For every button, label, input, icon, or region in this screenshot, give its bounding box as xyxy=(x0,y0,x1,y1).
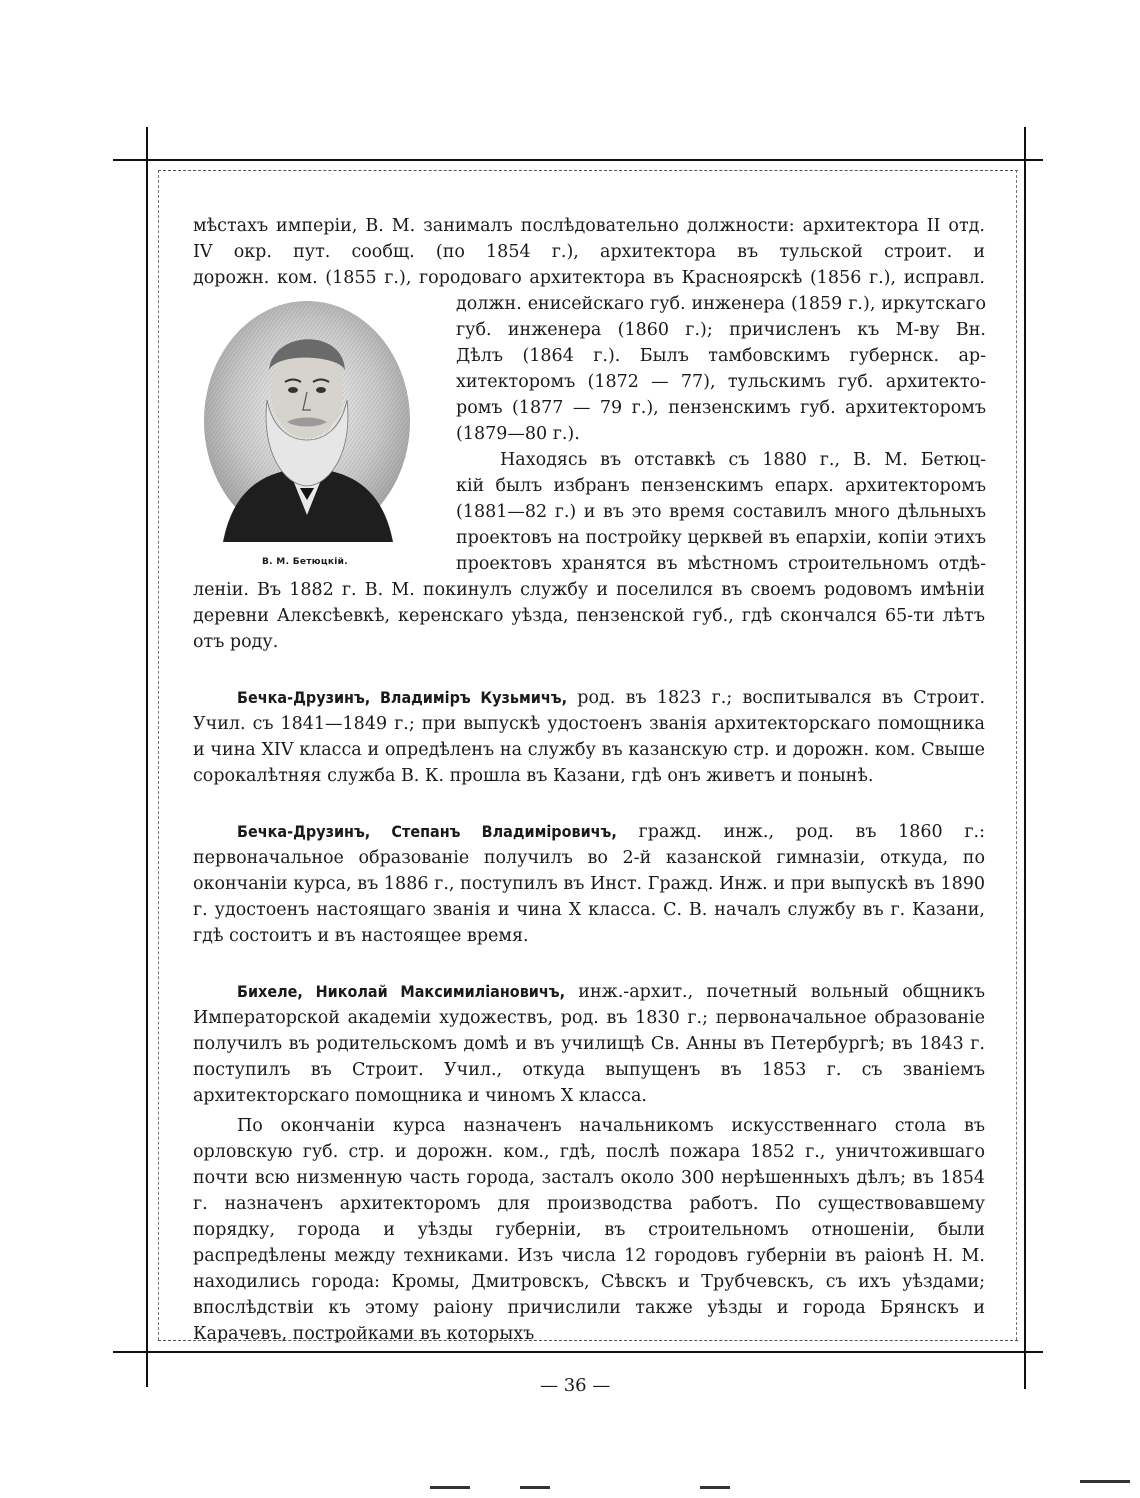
wrap-line: (1881—82 г.) и въ это время составилъ много дѣльныхъ xyxy=(456,502,986,522)
entry-text: род. въ 1823 г.; воспитывался въ Строит. Учил. съ 1841—1849 г.; при выпускѣ удостоенъ званія архитекторскаго помощника и чина XIV класса и опредѣленъ на службу въ казанскую стр. и дорожн. ком. Свыше сорокалѣтняя служба В. К. прошла въ Казани, гдѣ онъ живетъ и понынѣ. xyxy=(193,688,986,786)
frame-inner-left-dash xyxy=(158,170,159,1340)
wrap-line: проектовъ хранятся въ мѣстномъ строительномъ отдѣ- xyxy=(456,554,986,574)
footer-dash-decoration xyxy=(520,1486,550,1489)
entry-name: Бечка-Друзинъ, Степанъ Владиміровичъ, xyxy=(237,822,617,841)
entry-text: инж.-архит., почетный вольный общникъ Императорской академіи художествъ, род. въ 1830 г.; первоначальное образованіе получилъ въ родительскомъ домѣ и въ училищѣ Св. Анны въ Петербургѣ; въ 1843 г. поступилъ въ Строит. Учил., откуда выпущенъ въ 1853 г. съ званіемъ архитекторскаго помощника и чиномъ X класса. xyxy=(193,982,985,1106)
wrap-line: (1879—80 г.). xyxy=(456,424,580,444)
wrap-line: губ. инженера (1860 г.); причисленъ къ М-ву Вн. xyxy=(456,320,986,340)
entry-name: Бихеле, Николай Максимиліановичъ, xyxy=(237,982,566,1001)
intro-line-1: мѣстахъ имперіи, В. М. занималъ послѣдовательно должности: архитектора II отд. xyxy=(193,216,985,236)
frame-inner-right-dash xyxy=(1016,170,1017,1340)
continuation-paragraph: По окончаніи курса назначенъ начальникомъ искусственнаго стола въ орловскую губ. стр. и дорожн. ком., гдѣ, послѣ пожара 1852 г., уничтожившаго почти всю низменную часть города, засталъ около 300 нерѣшенныхъ дѣлъ; въ 1854 г. назначенъ архитекторомъ для производства работъ. По существовавшему порядку, города и уѣзды губерніи, въ строительномъ отношеніи, были распредѣлены между техниками. Изъ числа 12 городовъ губерніи въ раіонѣ Н. М. находились города: Кромы, Дмитровскъ, Сѣвскъ и Трубчевскъ, съ ихъ уѣздами; впослѣдствіи къ этому раіону причислили также уѣзды и города Брянскъ и Карачевъ, постройками въ которыхъ xyxy=(193,1116,985,1344)
frame-left-rule xyxy=(146,127,148,1387)
frame-inner-top-dash xyxy=(158,170,1018,171)
wrap-line: хитекторомъ (1872 — 77), тульскимъ губ. архитекто- xyxy=(456,372,986,392)
footer-dash-decoration xyxy=(430,1486,470,1489)
footer-dash-decoration xyxy=(700,1486,730,1489)
entry-bechka-vladimir xyxy=(193,685,985,789)
frame-right-rule xyxy=(1024,127,1026,1389)
portrait-wrap-text xyxy=(456,291,986,577)
wrap-line: Находясь въ отставкѣ съ 1880 г., В. М. Бетюц- xyxy=(500,450,986,470)
wrap-line: кій былъ избранъ пензенскимъ епарх. архитекторомъ xyxy=(456,476,986,496)
wrap-line: проектовъ на постройку церквей въ епархіи, копіи этихъ xyxy=(456,528,986,548)
portrait-engraving xyxy=(203,300,411,542)
intro-tail: леніи. Въ 1882 г. В. М. покинулъ службу и поселился въ своемъ родовомъ имѣніи деревни Алексѣевкѣ, керенскаго уѣзда, пензенской губ., гдѣ скончался 65-ти лѣтъ отъ роду. xyxy=(193,580,985,652)
intro-line-2: IV окр. пут. сообщ. (по 1854 г.), архитектора въ тульской строит. и xyxy=(193,242,985,262)
wrap-line: Дѣлъ (1864 г.). Былъ тамбовскимъ губернск. ар- xyxy=(456,346,986,366)
entry-bechka-stepan xyxy=(193,819,985,949)
entry-name: Бечка-Друзинъ, Владиміръ Кузьмичъ, xyxy=(237,688,568,707)
page-number: — 36 — xyxy=(540,1375,611,1396)
entry-bikhele xyxy=(193,979,985,1109)
body-text xyxy=(193,577,985,1347)
frame-top-rule xyxy=(113,159,1043,161)
wrap-line: должн. енисейскаго губ. инженера (1859 г.), иркутскаго xyxy=(456,294,986,314)
wrap-line: ромъ (1877 — 79 г.), пензенскимъ губ. архитекторомъ xyxy=(456,398,986,418)
intro-line-3: дорожн. ком. (1855 г.), городоваго архитектора въ Красноярскѣ (1856 г.), исправл. xyxy=(193,268,985,288)
footer-dash-decoration xyxy=(1080,1480,1130,1483)
portrait-caption: В. М. Бетюцкій. xyxy=(262,557,348,567)
entry-text: гражд. инж., род. въ 1860 г.: первоначальное образованіе получилъ во 2-й казанской гимназіи, откуда, по окончаніи курса, въ 1886 г., поступилъ въ Инст. Гражд. Инж. и при выпускѣ въ 1890 г. удостоенъ настоящаго званія и чина X класса. С. В. началъ службу въ г. Казани, гдѣ состоитъ и въ настоящее время. xyxy=(193,822,986,946)
intro-block xyxy=(193,213,985,291)
frame-bottom-rule xyxy=(113,1351,1043,1353)
